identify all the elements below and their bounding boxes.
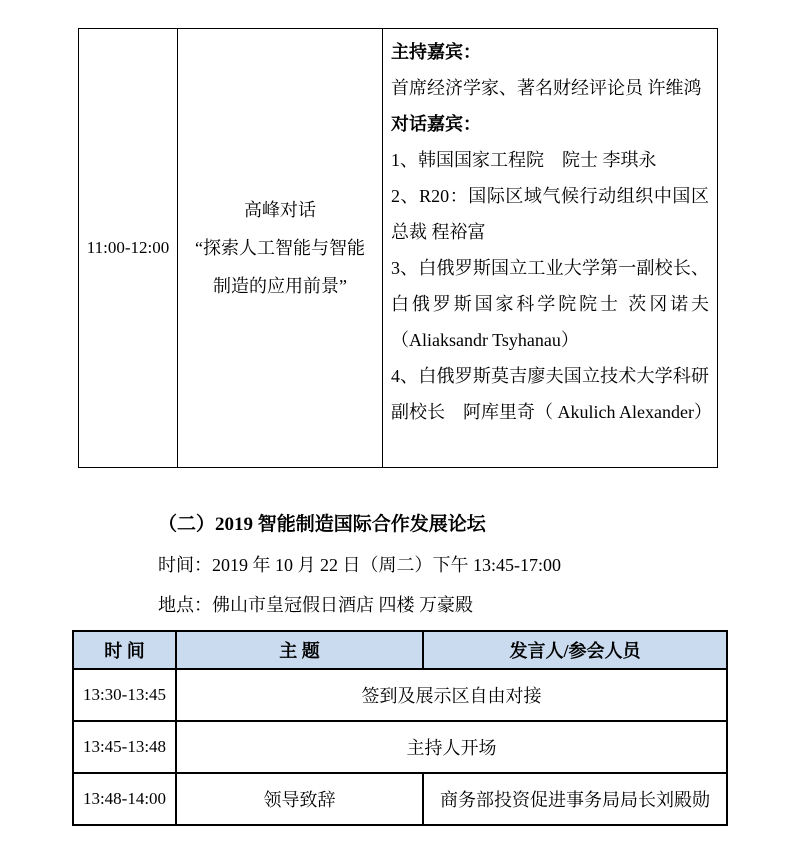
agenda-row	[74, 772, 726, 824]
guest-line: 1、韩国国家工程院 院士 李琪永	[391, 150, 657, 170]
guest-line: 3、白俄罗斯国立工业大学第一副校长、白俄罗斯国家科学院院士 茨冈诺夫（Aliaksandr Tsyhanau）	[391, 258, 709, 350]
forum-schedule-table	[78, 28, 718, 468]
forum-section	[158, 512, 561, 632]
guest-line: 2、R20：国际区域气候行动组织中国区总裁 程裕富	[391, 186, 709, 242]
guest-line: 4、白俄罗斯莫吉廖夫国立技术大学科研副校长 阿库里奇（ Akulich Alexander）	[391, 366, 712, 422]
row-speaker: 商务部投资促进事务局局长刘殿勋	[440, 790, 710, 810]
section-heading: （二）2019 智能制造国际合作发展论坛	[158, 514, 486, 535]
topic-line: 高峰对话	[244, 200, 316, 220]
header-topic: 主 题	[177, 632, 424, 668]
host-guest-label: 主持嘉宾：	[391, 42, 481, 62]
header-time: 时 间	[74, 632, 177, 668]
agenda-header-row	[74, 632, 726, 668]
topic-line: 制造的应用前景”	[213, 276, 347, 296]
row-time: 13:48-14:00	[74, 774, 177, 824]
agenda-row	[74, 720, 726, 772]
time-range: 11:00-12:00	[86, 238, 170, 257]
topic-cell	[178, 29, 383, 467]
row-topic-merged: 主持人开场	[406, 738, 497, 758]
time-cell	[79, 29, 178, 467]
row-time: 13:45-13:48	[74, 722, 177, 772]
header-speaker: 发言人/参会人员	[509, 641, 641, 661]
section-time: 时间：2019 年 10 月 22 日（周二）下午 13:45-17:00	[158, 555, 561, 575]
section-location: 地点：佛山市皇冠假日酒店 四楼 万豪殿	[158, 595, 473, 615]
row-topic: 领导致辞	[177, 774, 424, 824]
agenda-table	[72, 630, 728, 826]
agenda-row	[74, 668, 726, 720]
row-time: 13:30-13:45	[74, 670, 177, 720]
row-topic-merged: 签到及展示区自由对接	[361, 686, 542, 706]
host-guest-name: 首席经济学家、著名财经评论员 许维鸿	[391, 78, 702, 98]
dialogue-guest-label: 对话嘉宾：	[391, 114, 481, 134]
guests-cell	[383, 29, 717, 467]
topic-line: “探索人工智能与智能	[195, 238, 365, 258]
